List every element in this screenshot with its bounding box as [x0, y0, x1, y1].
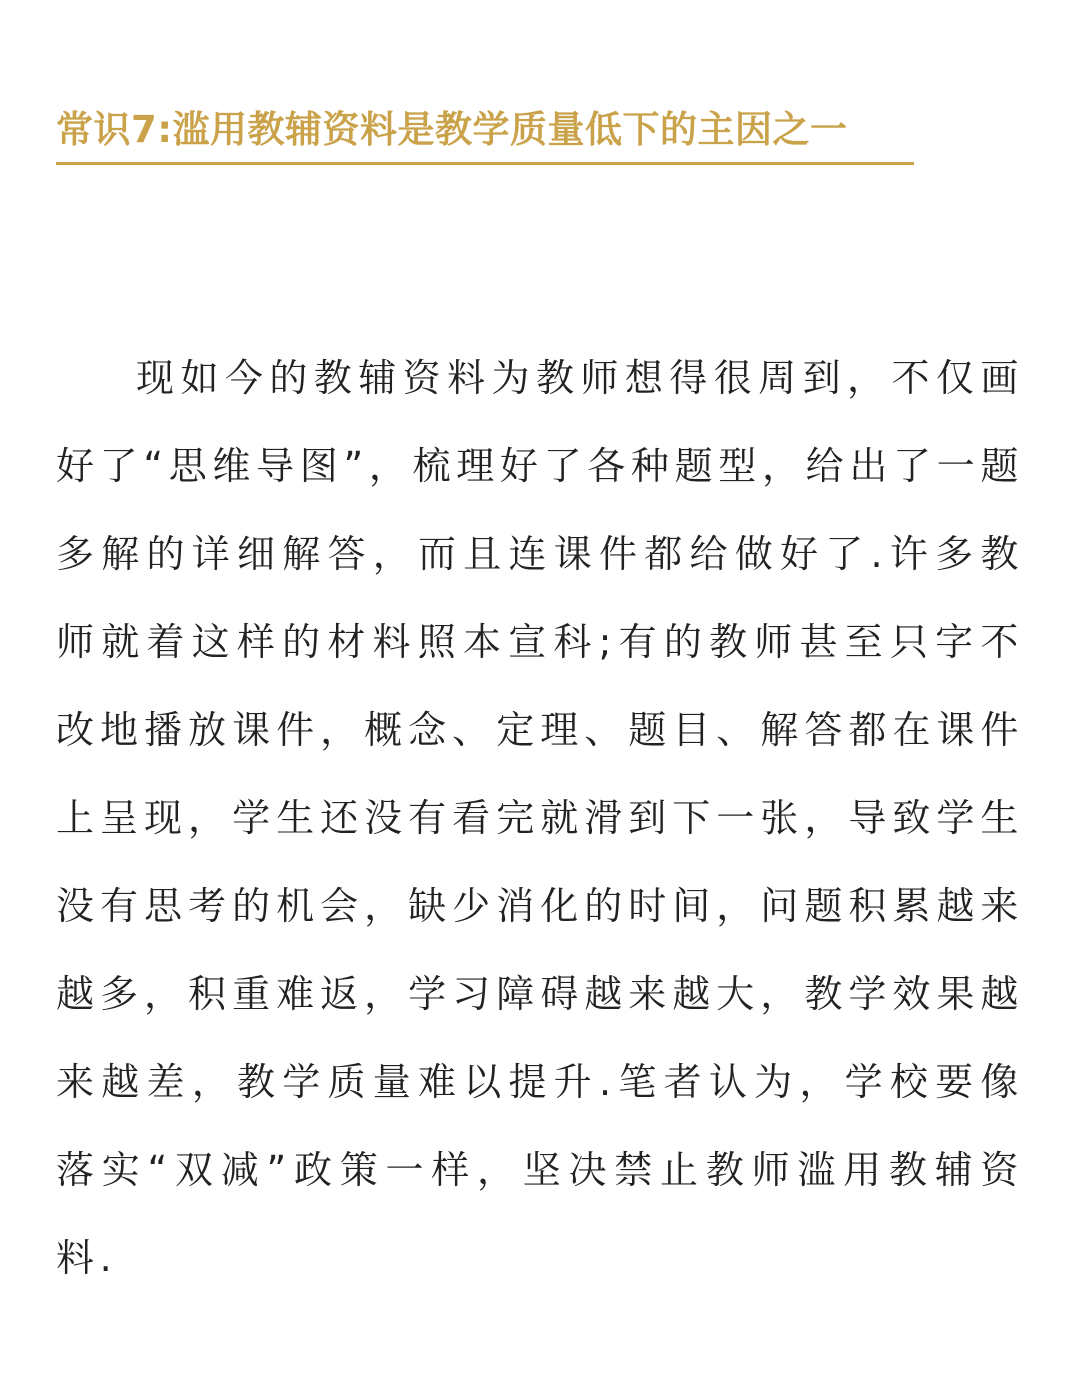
section-heading — [56, 104, 914, 165]
section-heading-text: 常识7:滥用教辅资料是教学质量低下的主因之一 — [56, 108, 848, 151]
body-paragraph: 现如今的教辅资料为教师想得很周到，不仅画好了“思维导图”，梳理好了各种题型，给出了一题多解的详细解答，而且连课件都给做好了.许多教师就着这样的材料照本宣科;有的教师甚至只字不改地播放课件，概念、定理、题目、解答都在课件上呈现，学生还没有看完就滑到下一张，导致学生没有思考的机会，缺少消化的时间，问题积累越来越多，积重难返，学习障碍越来越大，教学效果越来越差，教学质量难以提升.笔者认为，学校要像落实“双减”政策一样，坚决禁止教师滥用教辅资料. — [56, 356, 1024, 1280]
